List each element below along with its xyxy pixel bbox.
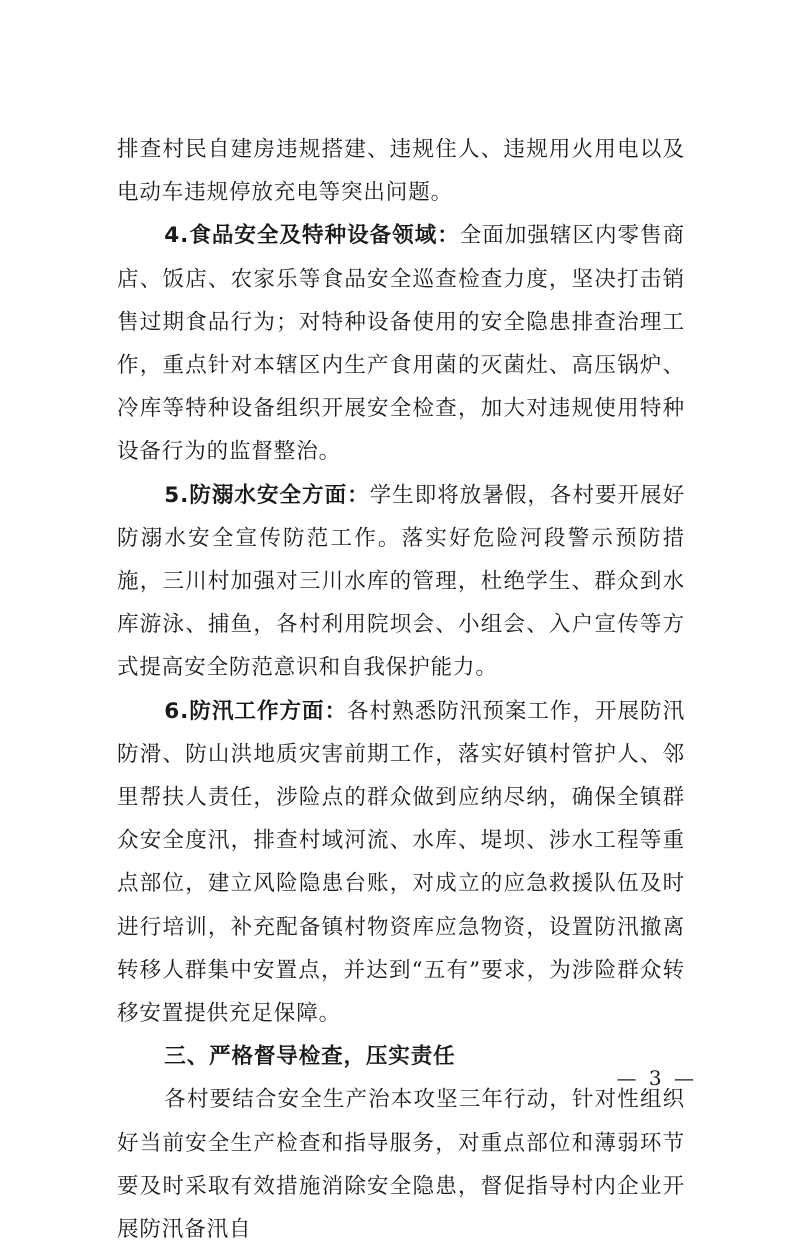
item-text: 学生即将放暑假，各村要开展好防溺水安全宣传防范工作。落实好危险河段警示预防措施，三川村加强对三川水库的管理，杜绝学生、群众到水库游泳、捕鱼，各村利用院坝会、小组会、入户宣传等方式提高安全防范意识和自我保护能力。 bbox=[117, 482, 685, 681]
item-lead: 4.食品安全及特种设备领域： bbox=[164, 223, 460, 249]
item-text: 全面加强辖区内零售商店、饭店、农家乐等食品安全巡查检查力度，坚决打击销售过期食品行为；对特种设备使用的安全隐患排查治理工作，重点针对本辖区内生产食用菌的灭菌灶、高压锅炉、冷库等特种设备组织开展安全检查，加大对违规使用特种设备行为的监督整治。 bbox=[117, 223, 685, 465]
item-lead: 6.防汛工作方面： bbox=[164, 698, 348, 724]
paragraph-continuation: 排查村民自建房违规搭建、违规住人、违规用火用电以及电动车违规停放充电等突出问题。 bbox=[117, 137, 685, 206]
item-text: 各村熟悉防汛预案工作，开展防汛防滑、防山洪地质灾害前期工作，落实好镇村管护人、邻里帮扶人责任，涉险点的群众做到应纳尽纳，确保全镇群众安全度汛，排查村域河流、水库、堤坝、涉水工程等重点部位，建立风险隐患台账，对成立的应急救援队伍及时进行培训，补充配备镇村物资库应急物资，设置防汛撤离转移人群集中安置点，并达到“五有”要求，为涉险群众转移安置提供充足保障。 bbox=[117, 698, 685, 1027]
page-number: — 3 — bbox=[616, 1066, 697, 1090]
document-body bbox=[117, 128, 685, 1251]
paragraph-flood-control bbox=[117, 690, 685, 1036]
paragraph-inspection: 各村要结合安全生产治本攻坚三年行动，针对性组织好当前安全生产检查和指导服务，对重点部位和薄弱环节要及时采取有效措施消除安全隐患，督促指导村内企业开展防汛备汛自 bbox=[117, 1087, 685, 1243]
paragraph-food-safety bbox=[117, 214, 685, 473]
section-heading: 三、严格督导检查，压实责任 bbox=[164, 1044, 456, 1070]
paragraph-drowning-prevention bbox=[117, 474, 685, 690]
item-lead: 5.防溺水安全方面： bbox=[164, 482, 370, 508]
